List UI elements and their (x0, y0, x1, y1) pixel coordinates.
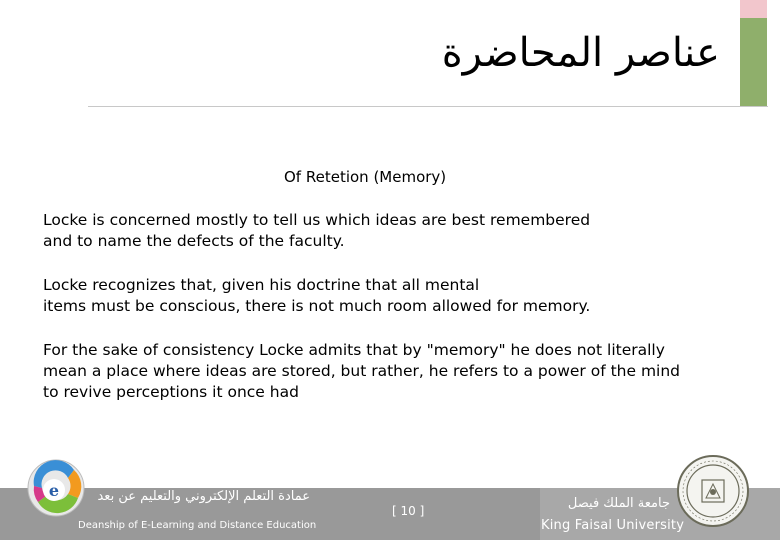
svg-text:e: e (48, 481, 60, 500)
university-seal-icon (676, 454, 750, 528)
elearning-logo-icon (24, 456, 88, 520)
university-english: King Faisal University (541, 518, 685, 533)
paragraph-3-line-2: mean a place where ideas are stored, but rather, he refers to a power of the mind (43, 362, 681, 380)
paragraph-1-line-1: Locke is concerned mostly to tell us which ideas are best remembered (43, 211, 591, 229)
section-heading: Of Retetion (Memory) (284, 168, 447, 186)
accent-bar-top (740, 0, 767, 18)
university-arabic: جامعة الملك فيصل (567, 496, 670, 511)
deanship-arabic: عمادة التعلم الإلكتروني والتعليم عن بعد (97, 489, 310, 504)
slide-title: عناصر المحاضرة (441, 30, 720, 76)
paragraph-2-line-2: items must be conscious, there is not much room allowed for memory. (43, 297, 591, 315)
paragraph-2 (43, 275, 590, 317)
paragraph-3 (43, 340, 680, 403)
page-number: [ 10 ] (392, 504, 425, 518)
title-divider (88, 106, 768, 107)
paragraph-1 (43, 210, 590, 252)
paragraph-2-line-1: Locke recognizes that, given his doctrine that all mental (43, 276, 480, 294)
paragraph-1-line-2: and to name the defects of the faculty. (43, 232, 345, 250)
paragraph-3-line-3: to revive perceptions it once had (43, 383, 299, 401)
deanship-english: Deanship of E-Learning and Distance Education (78, 520, 317, 531)
paragraph-3-line-1: For the sake of consistency Locke admits that by "memory" he does not literally (43, 341, 665, 359)
